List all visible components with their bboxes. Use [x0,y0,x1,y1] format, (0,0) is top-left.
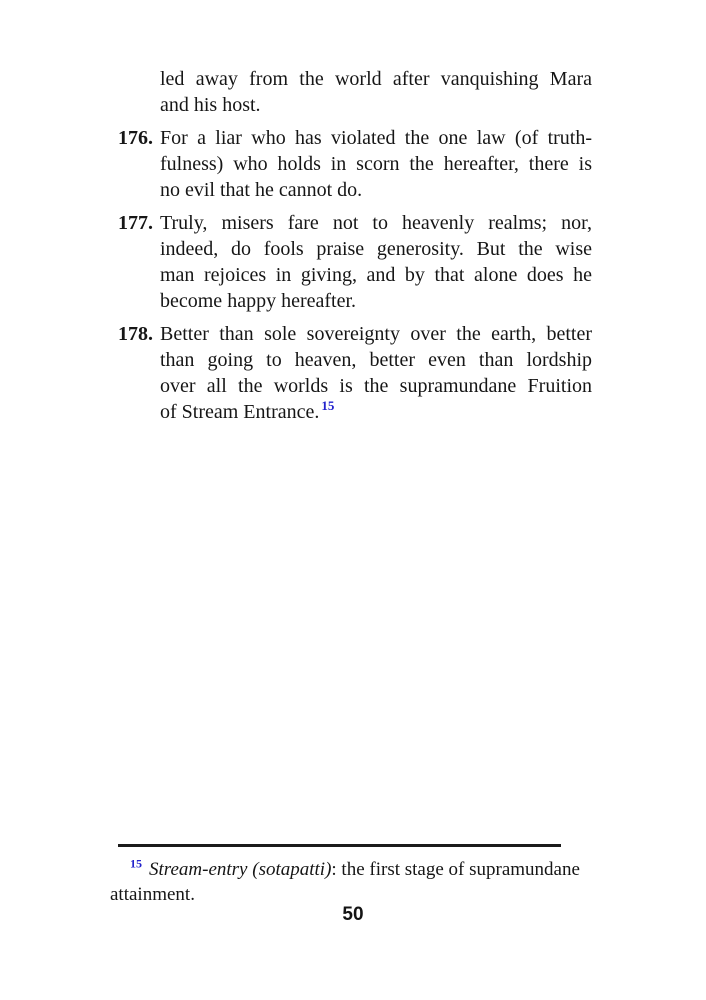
verse-line: no evil that he cannot do. [160,179,363,201]
footnote-second-line: attainment. [110,884,195,905]
verse-line: led away from the world after vanquishing Mara [160,68,592,90]
verse-list [118,66,592,432]
verse-line: fulness) who holds in scorn the hereafter, there is [160,153,592,175]
verse-paragraph [118,210,592,314]
footnote-first-line [110,857,596,882]
verse-line: become happy hereafter. [160,290,357,312]
verse-line: over all the worlds is the supramundane Fruition [160,375,592,397]
page-number: 50 [342,904,364,925]
footnote-divider [118,844,561,847]
verse-line: man rejoices in giving, and by that alone does he [160,264,592,286]
verse-paragraph [118,66,592,118]
verse-line: and his host. [160,94,261,116]
verse-number: 178. [118,323,153,345]
verse-line: Truly, misers fare not to heavenly realms; nor, [160,212,592,234]
verse-line: For a liar who has violated the one law (of truth- [160,127,592,149]
verse-line: than going to heaven, better even than lordship [160,349,592,371]
verse-line: of Stream Entrance. $^{15}$ [160,398,335,423]
verse-paragraph [118,321,592,425]
verse-line: Better than sole sovereignty over the earth, better [160,323,592,345]
footnote-text: : the first stage of supramundane [331,859,580,880]
verse-line: indeed, do fools praise generosity. But the wise [160,238,592,260]
footnote-marker: 15 [130,856,142,871]
footnote [110,857,596,907]
footnote-term: Stream-entry (sotapatti) [149,859,332,880]
footnote-reference-link[interactable]: 15 [321,398,335,414]
verse-number: 177. [118,212,153,234]
verse-paragraph [118,125,592,203]
verse-number: 176. [118,127,153,149]
